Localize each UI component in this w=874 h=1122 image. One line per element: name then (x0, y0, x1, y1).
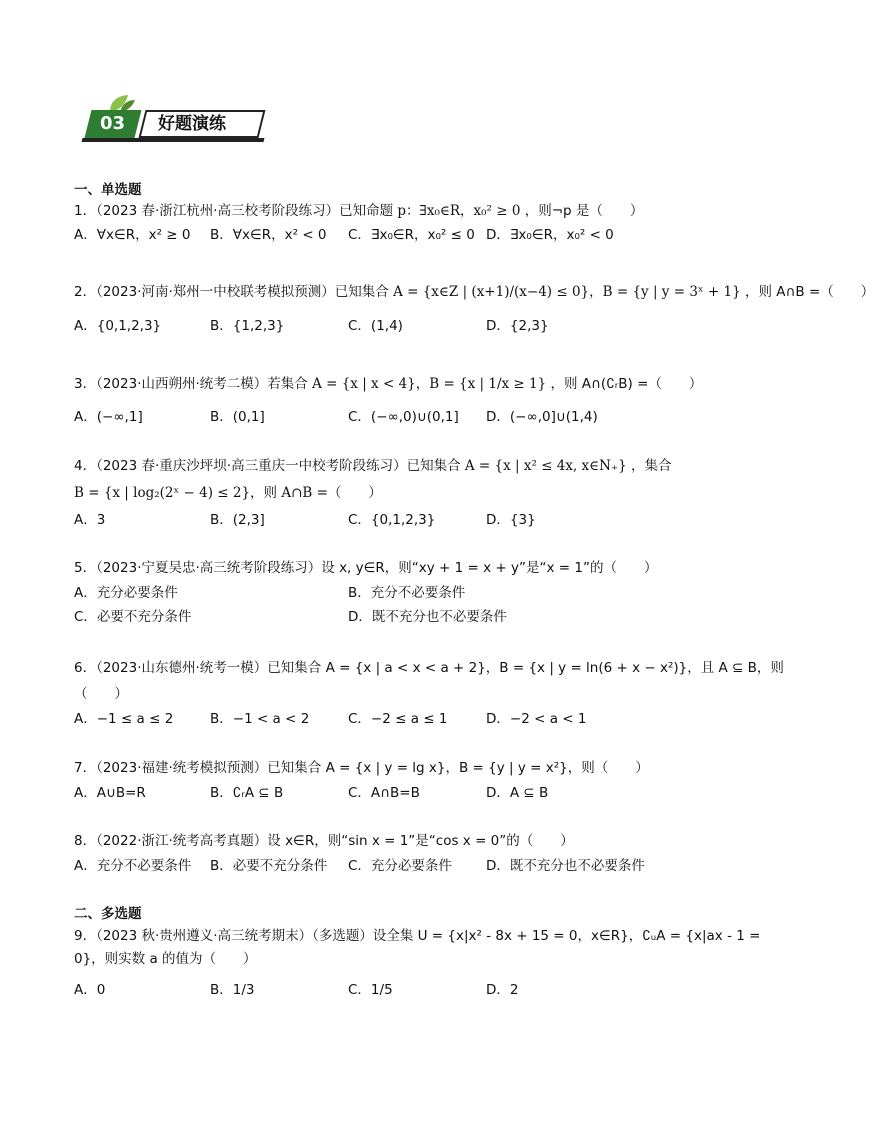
q5-option-d[interactable]: D．既不充分也不必要条件 (348, 609, 507, 625)
q4-option-b[interactable]: B．(2,3] (210, 512, 265, 528)
q4-option-a[interactable]: A．3 (74, 512, 106, 528)
q3-option-d[interactable]: D．(−∞,0]∪(1,4) (486, 409, 598, 425)
q8-option-c[interactable]: C．充分必要条件 (348, 858, 452, 874)
q3-tail: ，则 A∩(∁ᵣB) =（ ） (550, 376, 703, 392)
q1-option-d[interactable]: D．∃x₀∈R，x₀² < 0 (486, 227, 614, 243)
q6-option-d[interactable]: D．−2 < a < 1 (486, 711, 587, 727)
q1-math: p：∃x₀∈R，x₀² ≥ 0 (397, 203, 521, 219)
question-6: 6．（2023·山东德州·统考一模）已知集合 A = {x | a < x < a + 2}，B = {x | y = ln(6 + x − x²)}，且 A ⊆ B，则 (74, 660, 784, 676)
q1-option-a[interactable]: A．∀x∈R，x² ≥ 0 (74, 227, 191, 243)
q6-option-b[interactable]: B．−1 < a < 2 (210, 711, 310, 727)
question-5: 5．（2023·宁夏吴忠·高三统考阶段练习）设 x, y∈R，则“xy + 1 = x + y”是“x = 1”的（ ） (74, 560, 658, 576)
q7-option-d[interactable]: D．A ⊆ B (486, 785, 549, 801)
q6-option-a[interactable]: A．−1 ≤ a ≤ 2 (74, 711, 174, 727)
question-4 (74, 454, 672, 474)
q9-option-b[interactable]: B．1/3 (210, 982, 255, 998)
q2-option-d[interactable]: D．{2,3} (486, 318, 549, 334)
q4-option-d[interactable]: D．{3} (486, 512, 536, 528)
q7-option-a[interactable]: A．A∪B=R (74, 785, 146, 801)
q1-stem: 1．（2023 春·浙江杭州·高三校考阶段练习）已知命题 (74, 203, 394, 219)
question-7: 7．（2023·福建·统考模拟预测）已知集合 A = {x | y = lg x}，B = {y | y = x²}，则（ ） (74, 760, 649, 776)
q7-option-b[interactable]: B．∁ᵣA ⊆ B (210, 785, 284, 801)
q4-math: A = {x | x² ≤ 4x, x∈N₊} (464, 458, 627, 474)
q9-line-2: 0}，则实数 a 的值为（ ） (74, 951, 257, 967)
q3-stem: 3．（2023·山西朔州·统考二模）若集合 (74, 376, 308, 392)
q8-option-d[interactable]: D．既不充分也不必要条件 (486, 858, 645, 874)
q6-line-2: （ ） (74, 686, 128, 702)
q4-tail: ，集合 (631, 458, 672, 474)
q3-option-a[interactable]: A．(−∞,1] (74, 409, 143, 425)
q7-option-c[interactable]: C．A∩B=B (348, 785, 420, 801)
section-number-badge: 03 (85, 110, 142, 138)
q2-stem: 2．（2023·河南·郑州一中校联考模拟预测）已知集合 (74, 284, 389, 300)
question-1 (74, 199, 643, 219)
q6-option-c[interactable]: C．−2 ≤ a ≤ 1 (348, 711, 448, 727)
q1-option-c[interactable]: C．∃x₀∈R，x₀² ≤ 0 (348, 227, 475, 243)
section-title-box (139, 110, 266, 138)
q9-option-c[interactable]: C．1/5 (348, 982, 393, 998)
q4-stem: 4．（2023 春·重庆沙坪坝·高三重庆一中校考阶段练习）已知集合 (74, 458, 461, 474)
q1-tail: ，则¬p 是（ ） (524, 203, 644, 219)
q8-option-a[interactable]: A．充分不必要条件 (74, 858, 192, 874)
section-heading-multiple-choice: 二、多选题 (74, 906, 142, 922)
q4-line-2: B = {x | log₂(2ˣ − 4) ≤ 2}，则 A∩B =（ ） (74, 485, 382, 501)
question-3 (74, 372, 702, 392)
q4-option-c[interactable]: C．{0,1,2,3} (348, 512, 436, 528)
section-heading-single-choice: 一、单选题 (74, 182, 142, 198)
q2-option-c[interactable]: C．(1,4) (348, 318, 403, 334)
q2-option-a[interactable]: A．{0,1,2,3} (74, 318, 162, 334)
q5-option-b[interactable]: B．充分不必要条件 (348, 585, 466, 601)
section-title: 好题演练 (158, 114, 226, 134)
q9-option-d[interactable]: D．2 (486, 982, 519, 998)
question-2 (74, 280, 874, 300)
q2-math: A = {x∈Z | (x+1)/(x−4) ≤ 0}，B = {y | y = 3ˣ + 1} (393, 284, 741, 300)
header-underline (82, 138, 265, 142)
q1-option-b[interactable]: B．∀x∈R，x² < 0 (210, 227, 327, 243)
question-8: 8．（2022·浙江·统考高考真题）设 x∈R，则“sin x = 1”是“cos x = 0”的（ ） (74, 833, 574, 849)
q2-tail: ，则 A∩B =（ ） (745, 284, 874, 300)
q5-option-c[interactable]: C．必要不充分条件 (74, 609, 192, 625)
q3-option-b[interactable]: B．(0,1] (210, 409, 265, 425)
question-9: 9．（2023 秋·贵州遵义·高三统考期末）（多选题）设全集 U = {x|x² - 8x + 15 = 0，x∈R}，∁ᵤA = {x|ax - 1 = (74, 928, 761, 944)
q3-math: A = {x | x < 4}，B = {x | 1/x ≥ 1} (312, 376, 547, 392)
q9-option-a[interactable]: A．0 (74, 982, 106, 998)
q2-option-b[interactable]: B．{1,2,3} (210, 318, 285, 334)
q8-option-b[interactable]: B．必要不充分条件 (210, 858, 328, 874)
q3-option-c[interactable]: C．(−∞,0)∪(0,1] (348, 409, 459, 425)
q5-option-a[interactable]: A．充分必要条件 (74, 585, 178, 601)
